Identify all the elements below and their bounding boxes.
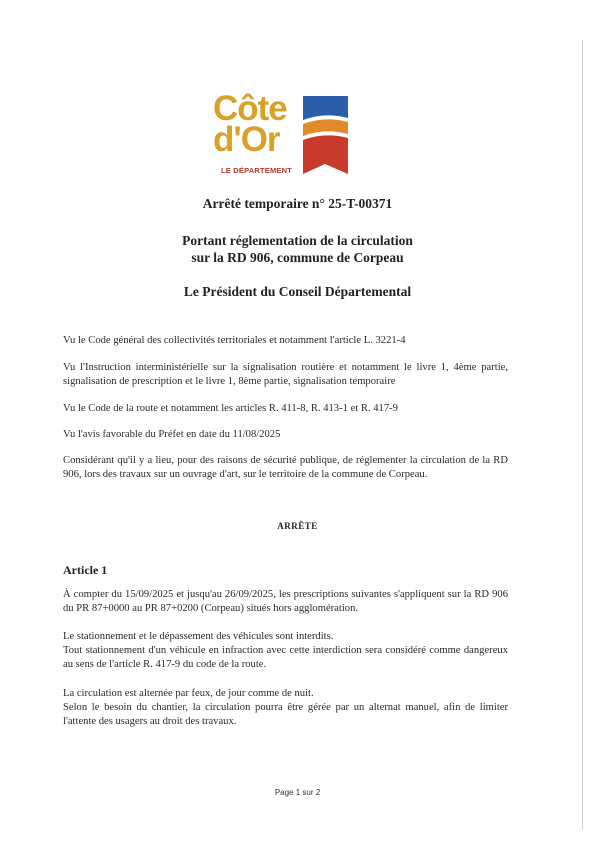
article-1-paragraph: Le stationnement et le dépassement des véhicules sont interdits. Tout stationnement d'un véhicule en infraction avec cette interdiction sera considéré comme dangereux au sens de l'article R. 417-9 du code de la route.: [63, 631, 508, 670]
page-number: Page 1 sur 2: [274, 788, 321, 797]
article-1-paragraph: La circulation est alternée par feux, de jour comme de nuit. Selon le besoin du chantier, la circulation pourra être gérée par un alternat manuel, afin de limiter l'attente des usagers au droit des travaux.: [63, 688, 508, 727]
considerant-paragraph: Considérant qu'il y a lieu, pour des raisons de sécurité publique, de réglementer la circulation de la RD 906, lors des travaux sur un ouvrage d'art, sur le territoire de la commune de Corpeau.: [63, 455, 508, 480]
departement-logo: [213, 89, 348, 183]
visa-paragraph: Vu le Code général des collectivités territoriales et notamment l'article L. 3221-4: [63, 335, 406, 346]
arrete-subject: Portant réglementation de la circulation sur la RD 906, commune de Corpeau: [182, 233, 413, 265]
arrete-label: ARRÊTE: [277, 521, 318, 531]
logo-subtitle: LE DÉPARTEMENT: [221, 166, 292, 175]
logo-wordmark: Côte d'Or: [213, 89, 287, 159]
visa-paragraph: Vu le Code de la route et notamment les articles R. 411-8, R. 413-1 et R. 417-9: [63, 403, 398, 414]
visa-paragraph: Vu l'Instruction interministérielle sur la signalisation routière et notamment le livre 1, 4ème partie, signalisation de prescription et le livre 1, 8ème partie, signalisation temporaire: [63, 362, 508, 387]
visa-paragraph: Vu l'avis favorable du Préfet en date du 11/08/2025: [63, 429, 281, 440]
article-1-title: Article 1: [63, 563, 108, 577]
article-1-paragraph: À compter du 15/09/2025 et jusqu'au 26/09/2025, les prescriptions suivantes s'appliquent sur la RD 906 du PR 87+0000 au PR 87+0200 (Corpeau) situés hors agglomération.: [63, 589, 508, 614]
logo-flag-icon: [303, 96, 348, 174]
scan-edge-divider: [582, 40, 583, 830]
authority-heading: Le Président du Conseil Départemental: [183, 284, 412, 299]
arrete-number: Arrêté temporaire n° 25-T-00371: [202, 196, 393, 211]
